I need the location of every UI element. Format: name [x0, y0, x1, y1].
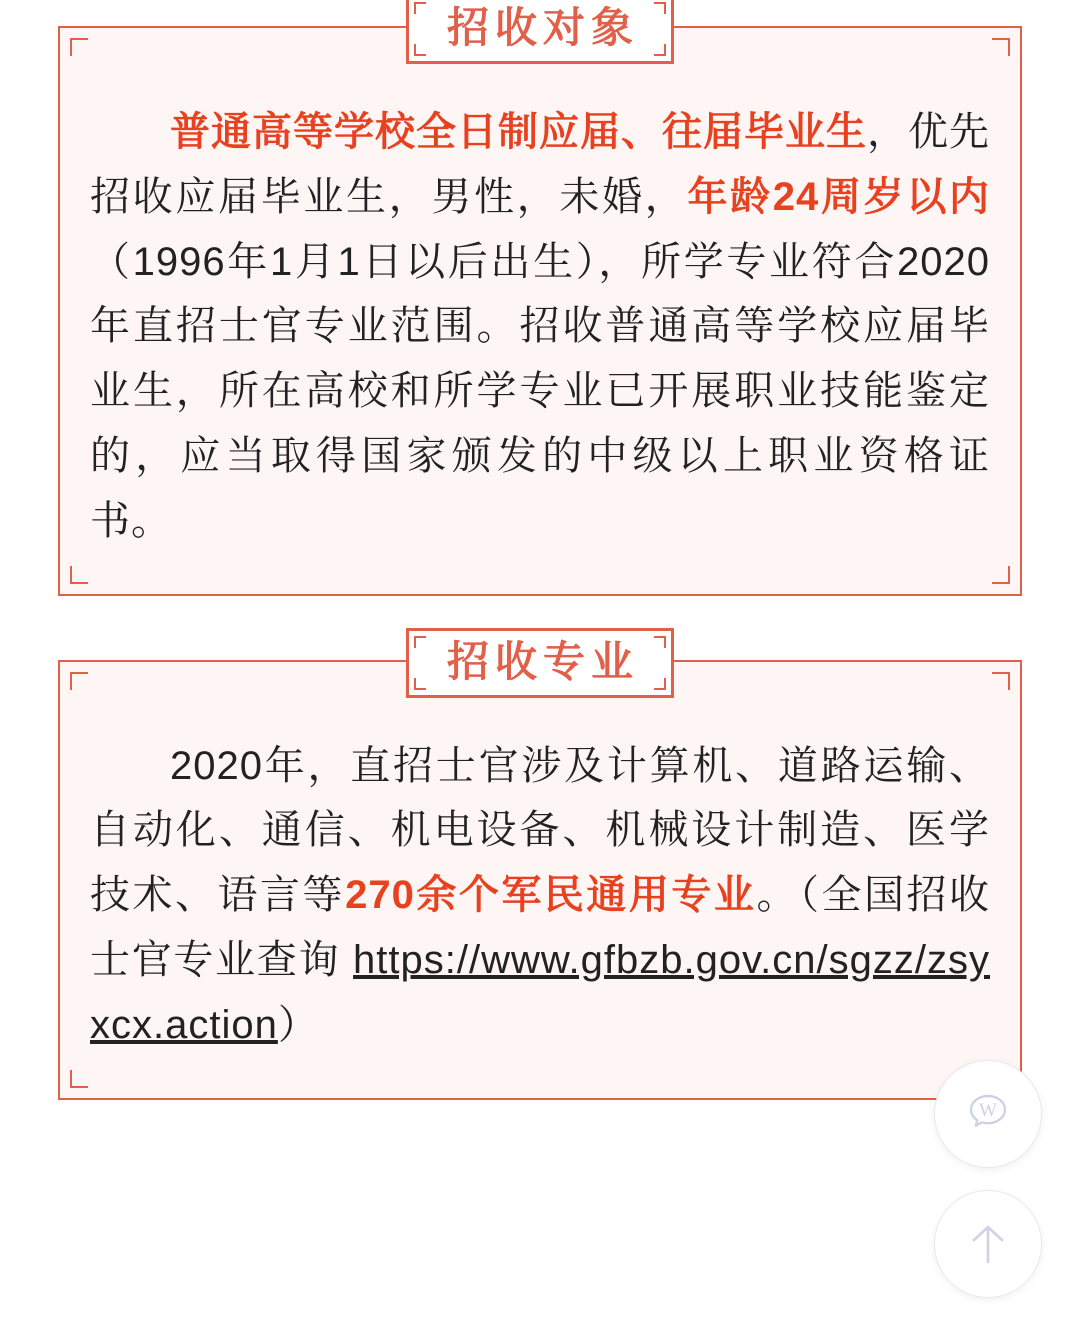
back-to-top-button[interactable]	[934, 1190, 1042, 1298]
card-corner-top-right	[992, 38, 1010, 56]
section-recruitment-targets	[58, 4, 1022, 596]
section-title-chip	[406, 628, 674, 698]
chip-corner-top-right	[654, 636, 666, 648]
section-title: 招收对象	[446, 4, 640, 51]
section-recruitment-majors	[58, 637, 1022, 1100]
card-corner-bottom-left	[70, 1070, 88, 1088]
chip-corner-top-left	[414, 2, 426, 14]
section-body: 2020年，直招士官涉及计算机、道路运输、自动化、通信、机电设备、机械设计制造、医学技术、语言等270余个军民通用专业。（全国招收士官专业查询 https://www.gfbzb.gov.cn/sgzz/zsyxcx.action）	[90, 743, 990, 1047]
chip-corner-bottom-right	[654, 44, 666, 56]
card-corner-top-left	[70, 38, 88, 56]
section-title: 招收专业	[446, 637, 640, 685]
section-card	[58, 637, 1022, 1100]
chip-corner-top-left	[414, 636, 426, 648]
chip-corner-bottom-left	[414, 678, 426, 690]
card-corner-top-right	[992, 672, 1010, 690]
chip-corner-bottom-left	[414, 44, 426, 56]
section-body: 普通高等学校全日制应届、往届毕业生，优先招收应届毕业生，男性，未婚，年龄24周岁以内（1996年1月1日以后出生），所学专业符合2020年直招士官专业范围。招收普通高等学校应届毕业生，所在高校和所学专业已开展职业技能鉴定的，应当取得国家颁发的中级以上职业资格证书。	[90, 110, 990, 543]
chat-button[interactable]	[934, 1060, 1042, 1168]
section-title-chip	[406, 0, 674, 64]
page-root	[0, 4, 1080, 1330]
floating-action-buttons	[934, 1060, 1050, 1320]
wechat-comment-icon	[961, 1087, 1015, 1141]
card-corner-bottom-left	[70, 566, 88, 584]
card-corner-top-left	[70, 672, 88, 690]
card-corner-bottom-right	[992, 566, 1010, 584]
section-card	[58, 4, 1022, 596]
svg-text:W: W	[979, 1100, 997, 1121]
arrow-up-icon	[962, 1218, 1014, 1270]
chip-corner-bottom-right	[654, 678, 666, 690]
chip-corner-top-right	[654, 2, 666, 14]
